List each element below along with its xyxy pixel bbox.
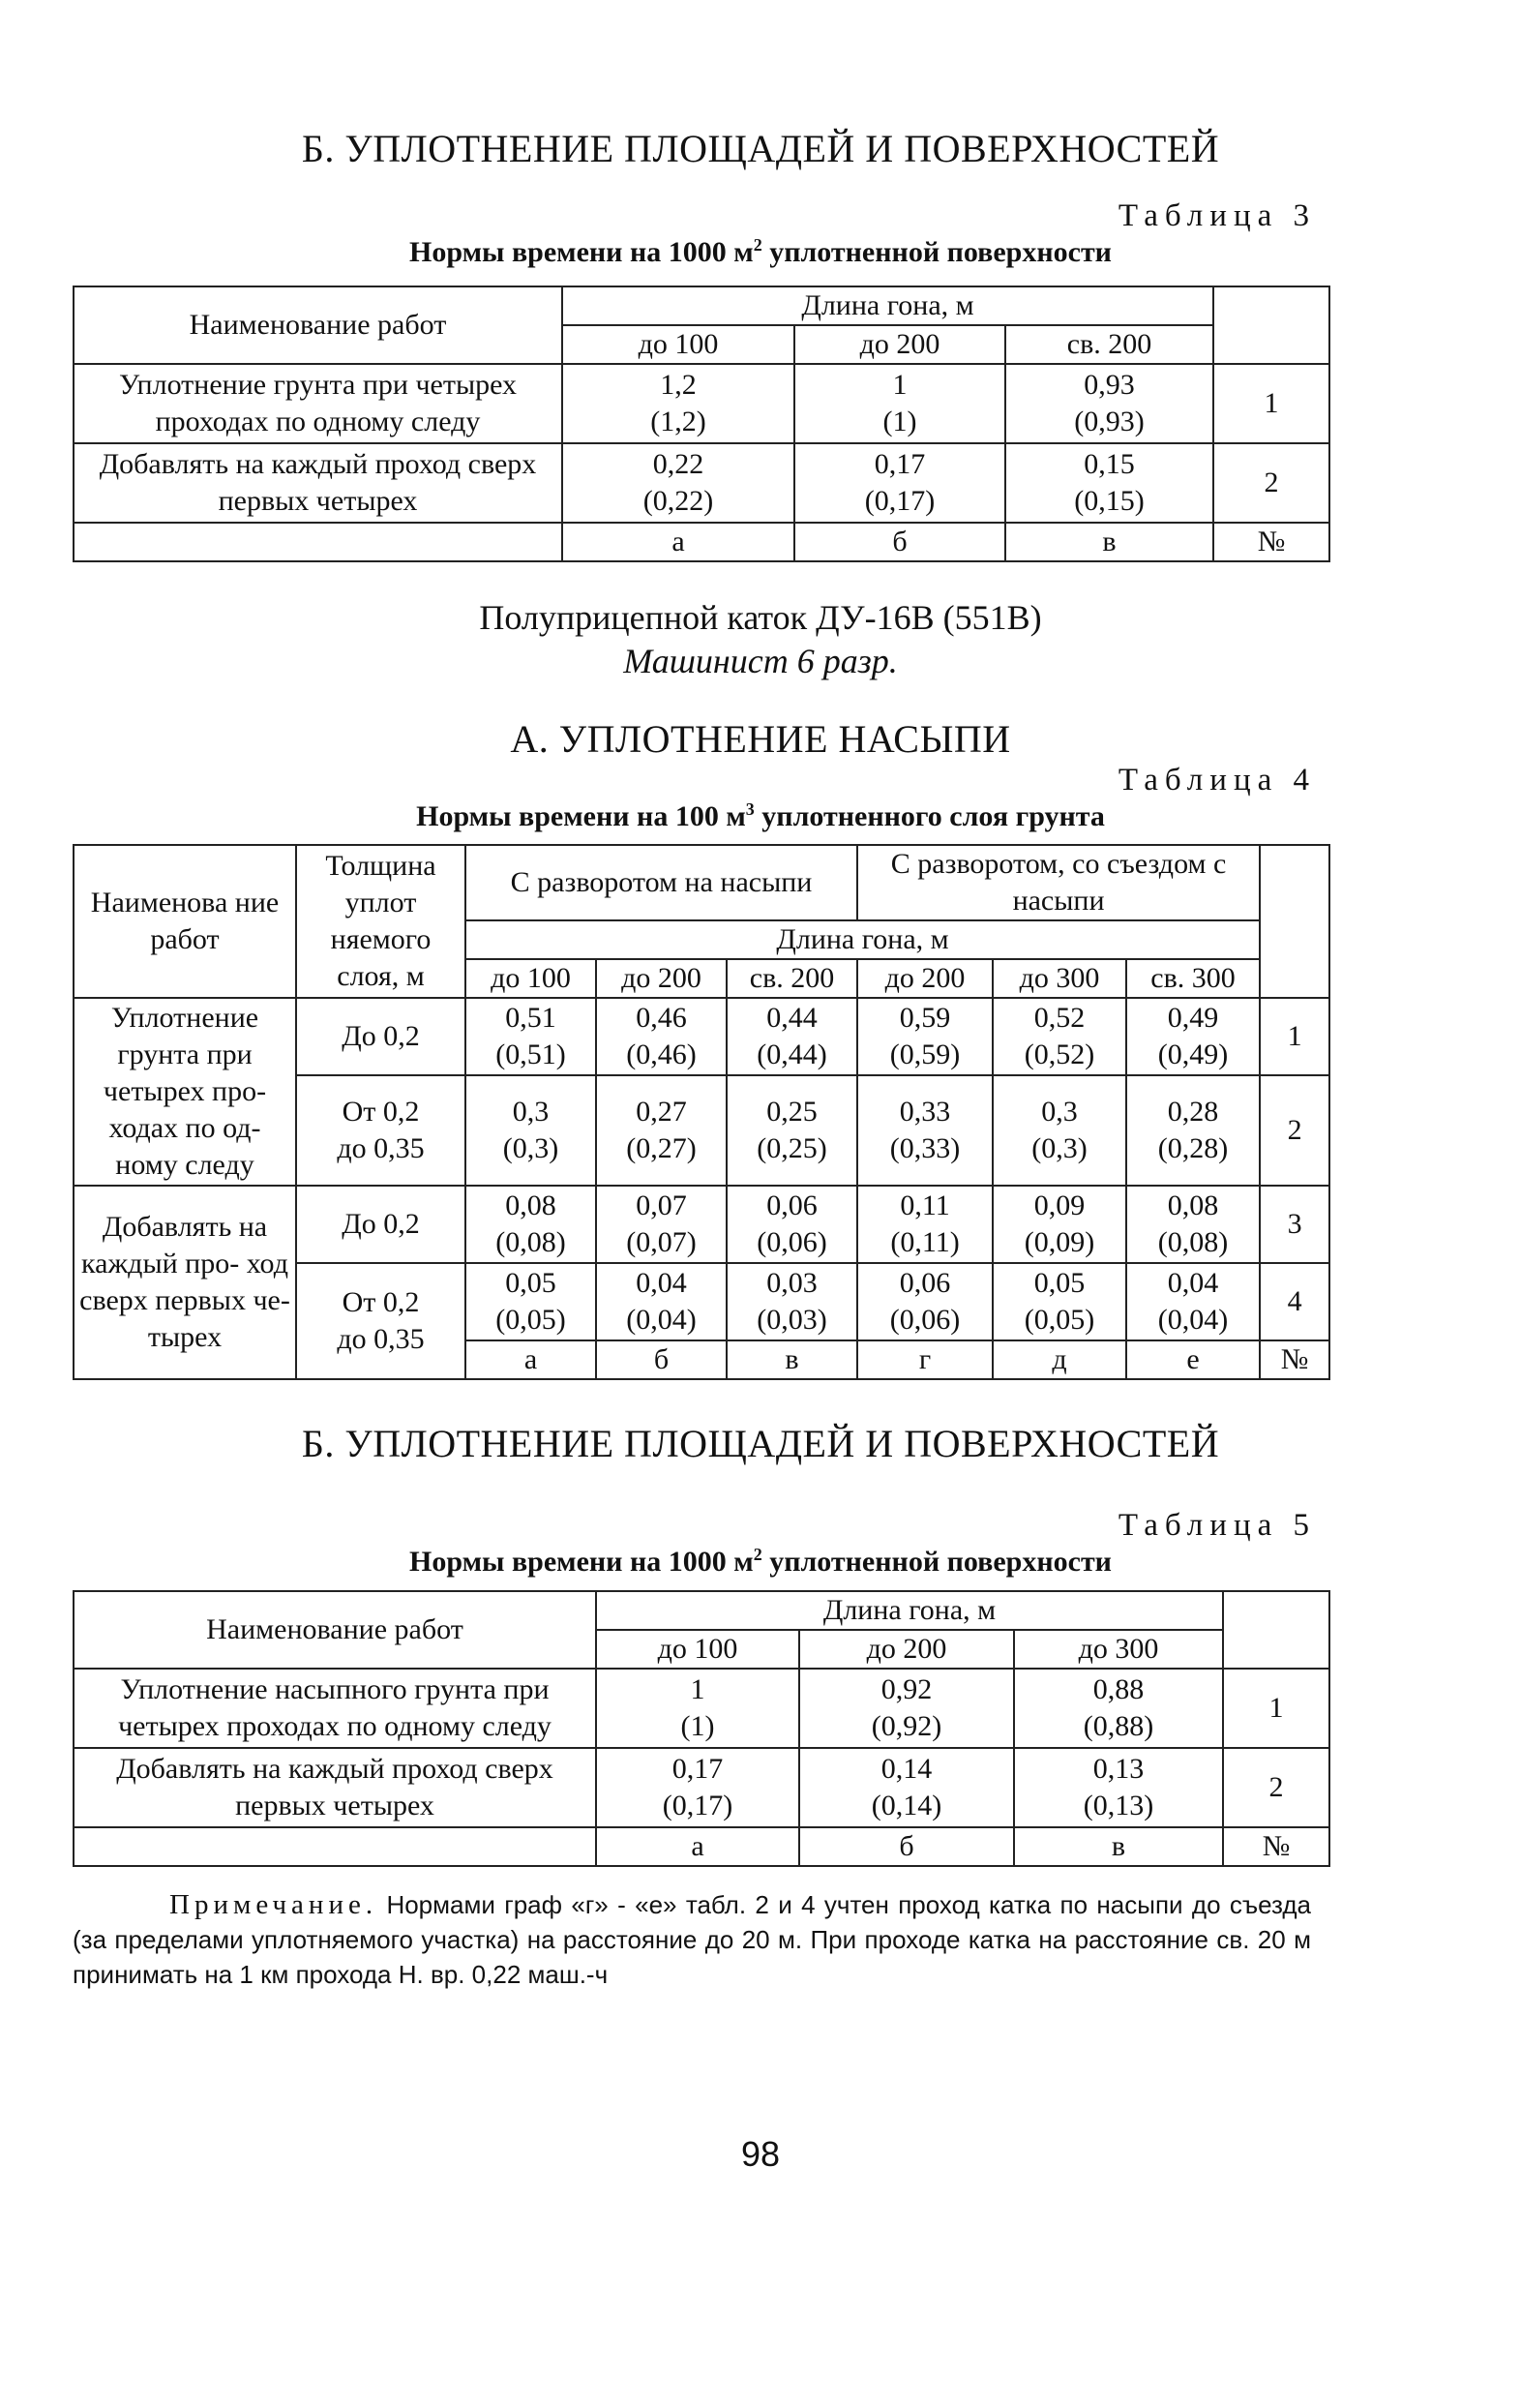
norm-value: 0,17 (0,17) bbox=[596, 1748, 799, 1827]
note-text: Нормами граф «г» - «е» табл. 2 и 4 учтен проход катка по насыпи до съезда (за пределами уплотняемого участка) на расстояние до 20 м. При проходе катка на расстояние св. 20 м принимать на 1 км прохода Н. вр. 0,22 маш.-ч bbox=[73, 1890, 1311, 1989]
header-length: Длина гона, м bbox=[465, 920, 1260, 959]
column-letter: а bbox=[596, 1827, 799, 1866]
norm-value: 1 (1) bbox=[794, 364, 1005, 443]
header-col: св. 200 bbox=[727, 959, 857, 998]
norm-value: 0,44 (0,44) bbox=[727, 998, 857, 1075]
header-work-name: Наименование работ bbox=[74, 286, 562, 364]
table-label-4: Таблица 4 bbox=[1118, 763, 1316, 798]
header-col: до 100 bbox=[596, 1630, 799, 1669]
norm-value: 0,06 (0,06) bbox=[857, 1263, 993, 1340]
norm-value: 0,49 (0,49) bbox=[1126, 998, 1260, 1075]
column-letter: е bbox=[1126, 1340, 1260, 1379]
header-col: до 200 bbox=[794, 325, 1005, 364]
row-number: 2 bbox=[1223, 1748, 1329, 1827]
operator-grade: Машинист 6 разр. bbox=[623, 642, 898, 680]
norm-value: 0,3 (0,3) bbox=[465, 1075, 596, 1186]
column-letter: д bbox=[993, 1340, 1126, 1379]
header-length: Длина гона, м bbox=[562, 286, 1213, 325]
header-col: св. 200 bbox=[1005, 325, 1213, 364]
header-num-blank bbox=[1213, 286, 1329, 364]
section-title-b1: Б. УПЛОТНЕНИЕ ПЛОЩАДЕЙ И ПОВЕРХНОСТЕЙ bbox=[301, 127, 1220, 170]
column-letter: в bbox=[1014, 1827, 1223, 1866]
norm-value: 0,08 (0,08) bbox=[465, 1186, 596, 1263]
column-letter: № bbox=[1260, 1340, 1329, 1379]
header-col: до 100 bbox=[465, 959, 596, 998]
norm-value: 0,46 (0,46) bbox=[596, 998, 727, 1075]
header-col: до 100 bbox=[562, 325, 794, 364]
table-label-5: Таблица 5 bbox=[1118, 1508, 1316, 1543]
note-label: Примечание. bbox=[169, 1889, 378, 1920]
norm-value: 0,51 (0,51) bbox=[465, 998, 596, 1075]
norm-value: 0,28 (0,28) bbox=[1126, 1075, 1260, 1186]
norm-value: 1 (1) bbox=[596, 1669, 799, 1748]
header-work-name: Наименование работ bbox=[74, 1591, 596, 1669]
table-caption-3: Нормы времени на 1000 $м^2$ уплотненной поверхности bbox=[409, 235, 1112, 268]
norm-value: 0,15 (0,15) bbox=[1005, 443, 1213, 523]
header-col: до 300 bbox=[1014, 1630, 1223, 1669]
norm-value: 0,59 (0,59) bbox=[857, 998, 993, 1075]
column-letter: а bbox=[562, 523, 794, 561]
row-number: 2 bbox=[1260, 1075, 1329, 1186]
header-thickness: Толщина уплот няемого слоя, м bbox=[296, 845, 465, 998]
norm-value: 0,04 (0,04) bbox=[1126, 1263, 1260, 1340]
norm-value: 0,04 (0,04) bbox=[596, 1263, 727, 1340]
norm-value: 0,22 (0,22) bbox=[562, 443, 794, 523]
header-num-blank bbox=[1223, 1591, 1329, 1669]
norm-value: 0,3 (0,3) bbox=[993, 1075, 1126, 1186]
row-number: 1 bbox=[1260, 998, 1329, 1075]
norm-value: 0,07 (0,07) bbox=[596, 1186, 727, 1263]
row-number: 1 bbox=[1213, 364, 1329, 443]
work-name: Добавлять на каждый проход сверх первых четырех bbox=[74, 1748, 596, 1827]
norm-value: 0,08 (0,08) bbox=[1126, 1186, 1260, 1263]
column-letter: б bbox=[799, 1827, 1014, 1866]
norm-value: 1,2 (1,2) bbox=[562, 364, 794, 443]
work-name: Уплотнение грунта при четырех про- ходах по од- ному следу bbox=[74, 998, 296, 1186]
row-number: 1 bbox=[1223, 1669, 1329, 1748]
norm-value: 0,14 (0,14) bbox=[799, 1748, 1014, 1827]
norm-value: 0,33 (0,33) bbox=[857, 1075, 993, 1186]
layer-thickness: До 0,2 bbox=[296, 1186, 465, 1263]
header-col: до 300 bbox=[993, 959, 1126, 998]
layer-thickness: До 0,2 bbox=[296, 998, 465, 1075]
norm-table-4 bbox=[73, 844, 1330, 1380]
work-name: Уплотнение грунта при четырех проходах по одному следу bbox=[74, 364, 562, 443]
norm-value: 0,27 (0,27) bbox=[596, 1075, 727, 1186]
row-number: 4 bbox=[1260, 1263, 1329, 1340]
norm-table-3 bbox=[73, 286, 1330, 562]
layer-thickness: От 0,2 до 0,35 bbox=[296, 1263, 465, 1379]
norm-value: 0,88 (0,88) bbox=[1014, 1669, 1223, 1748]
section-title-b2: Б. УПЛОТНЕНИЕ ПЛОЩАДЕЙ И ПОВЕРХНОСТЕЙ bbox=[301, 1422, 1220, 1465]
section-title-a: А. УПЛОТНЕНИЕ НАСЫПИ bbox=[510, 717, 1011, 761]
page-number: 98 bbox=[740, 2134, 781, 2174]
header-col: св. 300 bbox=[1126, 959, 1260, 998]
header-group-turn-with-exit: С разворотом, со съездом с насыпи bbox=[857, 845, 1260, 920]
table-caption-5: Нормы времени на 1000 $м^2$ уплотненной поверхности bbox=[409, 1545, 1112, 1578]
norm-value: 0,13 (0,13) bbox=[1014, 1748, 1223, 1827]
norm-value: 0,92 (0,92) bbox=[799, 1669, 1014, 1748]
header-num-blank bbox=[1260, 845, 1329, 998]
column-letter: б bbox=[596, 1340, 727, 1379]
norm-table-5 bbox=[73, 1590, 1330, 1867]
column-letter: № bbox=[1223, 1827, 1329, 1866]
norm-value: 0,17 (0,17) bbox=[794, 443, 1005, 523]
work-name: Добавлять на каждый проход сверх первых четырех bbox=[74, 443, 562, 523]
norm-value: 0,09 (0,09) bbox=[993, 1186, 1126, 1263]
header-work-name: Наименова ние работ bbox=[74, 845, 296, 998]
norm-value: 0,05 (0,05) bbox=[993, 1263, 1126, 1340]
column-letter: в bbox=[1005, 523, 1213, 561]
column-letter: в bbox=[727, 1340, 857, 1379]
table-caption-4: Нормы времени на 100 $м^3$ уплотненного слоя грунта bbox=[416, 799, 1105, 832]
footer-blank bbox=[74, 1827, 596, 1866]
layer-thickness: От 0,2 до 0,35 bbox=[296, 1075, 465, 1186]
header-col: до 200 bbox=[857, 959, 993, 998]
column-letter: а bbox=[465, 1340, 596, 1379]
work-name: Уплотнение насыпного грунта при четырех проходах по одному следу bbox=[74, 1669, 596, 1748]
machine-name: Полуприцепной каток ДУ-16В (551В) bbox=[479, 598, 1042, 637]
column-letter: б bbox=[794, 523, 1005, 561]
header-col: до 200 bbox=[596, 959, 727, 998]
column-letter: г bbox=[857, 1340, 993, 1379]
norm-value: 0,06 (0,06) bbox=[727, 1186, 857, 1263]
norm-value: 0,03 (0,03) bbox=[727, 1263, 857, 1340]
norm-value: 0,11 (0,11) bbox=[857, 1186, 993, 1263]
header-length: Длина гона, м bbox=[596, 1591, 1223, 1630]
norm-value: 0,05 (0,05) bbox=[465, 1263, 596, 1340]
norm-value: 0,25 (0,25) bbox=[727, 1075, 857, 1186]
column-letter: № bbox=[1213, 523, 1329, 561]
footnote bbox=[73, 1887, 1311, 1992]
row-number: 2 bbox=[1213, 443, 1329, 523]
work-name: Добавлять на каждый про- ход сверх первых че- тырех bbox=[74, 1186, 296, 1379]
footer-blank bbox=[74, 523, 562, 561]
header-group-turn-on-embankment: С разворотом на насыпи bbox=[465, 845, 857, 920]
row-number: 3 bbox=[1260, 1186, 1329, 1263]
table-label-3: Таблица 3 bbox=[1118, 198, 1316, 233]
norm-value: 0,52 (0,52) bbox=[993, 998, 1126, 1075]
norm-value: 0,93 (0,93) bbox=[1005, 364, 1213, 443]
header-col: до 200 bbox=[799, 1630, 1014, 1669]
